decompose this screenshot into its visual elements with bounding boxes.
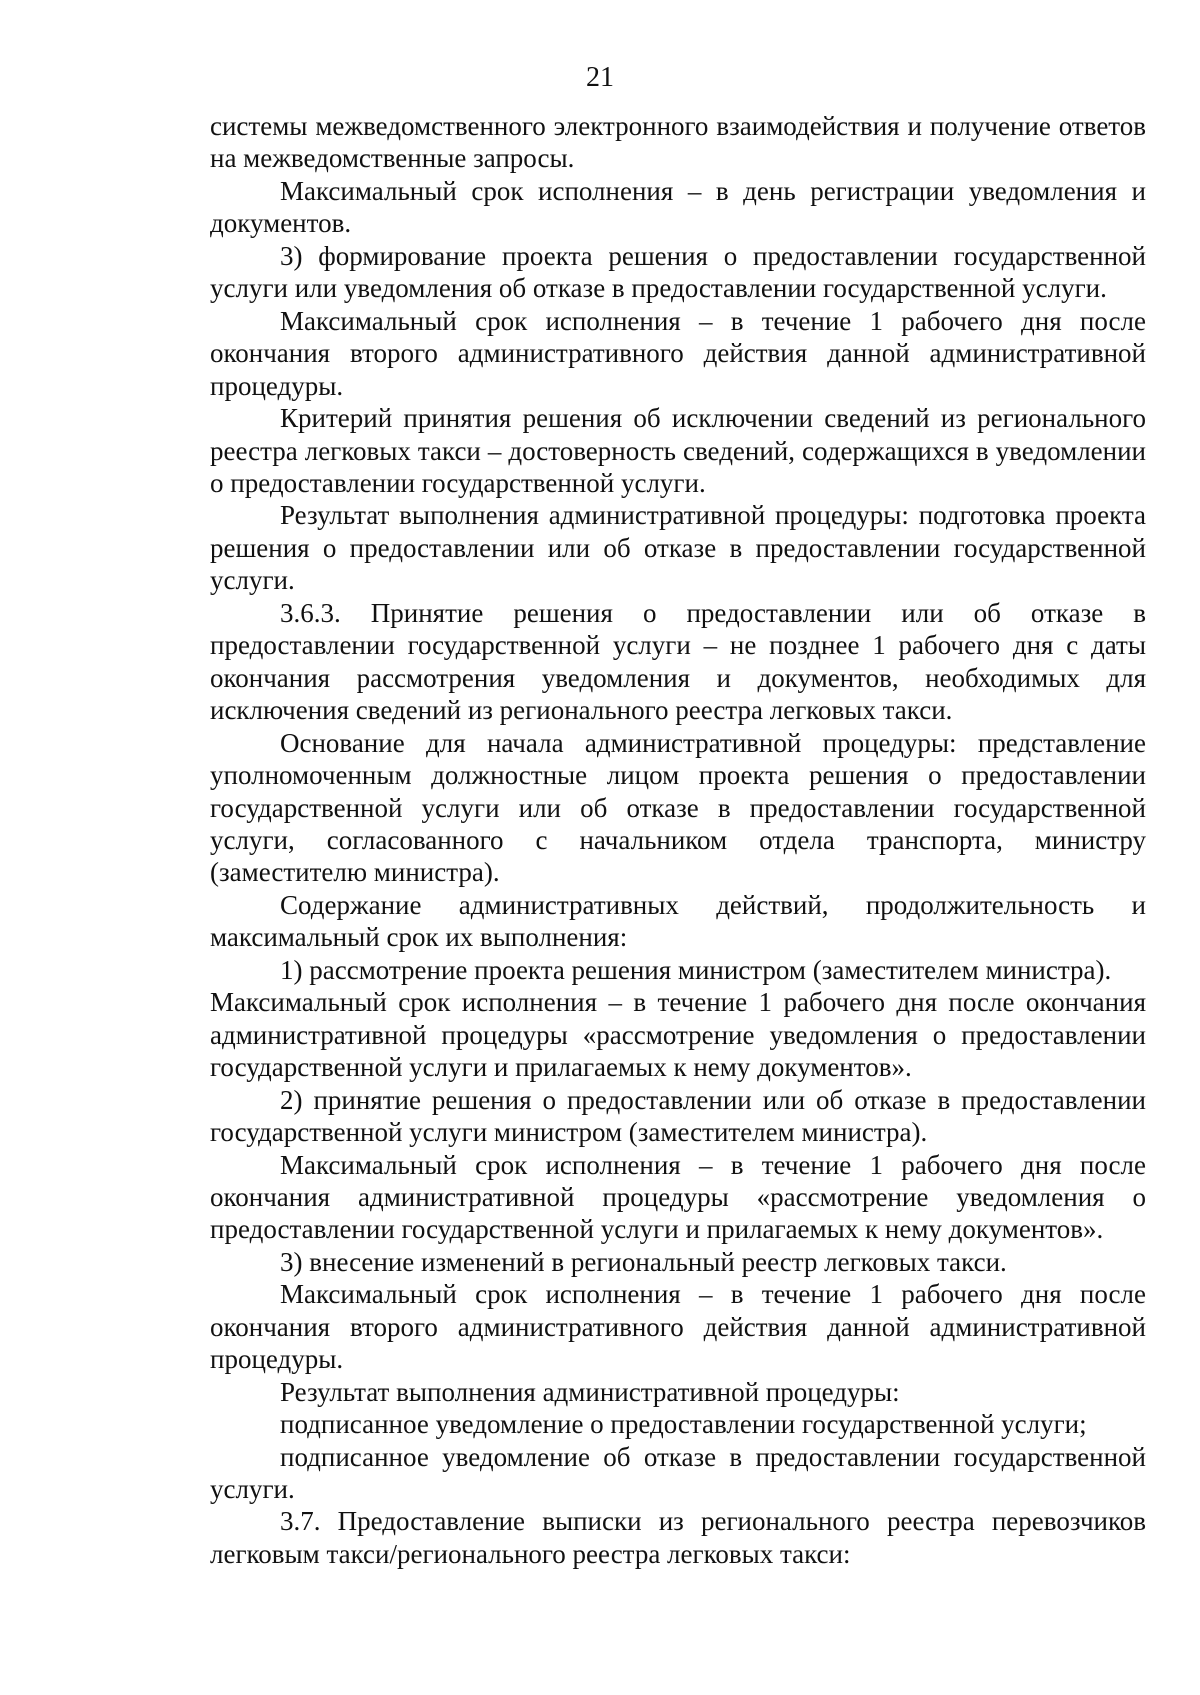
paragraph: системы межведомственного электронного взаимодействия и получение ответов на межведомственные запросы.	[210, 111, 1146, 174]
paragraph: Максимальный срок исполнения – в течение 1 рабочего дня после окончания второго административного действия данной административной процедуры.	[210, 1279, 1146, 1375]
document-body	[210, 110, 1146, 1570]
paragraph: Критерий принятия решения об исключении сведений из регионального реестра легковых такси – достоверность сведений, содержащихся в уведомлении о предоставлении государственной услуги.	[210, 403, 1146, 498]
paragraph: 3.6.3. Принятие решения о предоставлении или об отказе в предоставлении государственной услуги – не позднее 1 рабочего дня с даты окончания рассмотрения уведомления и документов, необходимых для исключения сведений из регионального реестра легковых такси.	[210, 597, 1146, 726]
paragraph: Результат выполнения административной процедуры:	[280, 1376, 900, 1407]
paragraph: 3) формирование проекта решения о предоставлении государственной услуги или уведомления об отказе в предоставлении государственной услуги.	[210, 240, 1146, 304]
paragraph: 1) рассмотрение проекта решения министром (заместителем министра).	[280, 954, 1112, 985]
paragraph: подписанное уведомление о предоставлении государственной услуги;	[280, 1409, 1087, 1440]
paragraph: 2) принятие решения о предоставлении или об отказе в предоставлении государственной услуги министром (заместителем министра).	[210, 1084, 1146, 1148]
paragraph: подписанное уведомление об отказе в предоставлении государственной услуги.	[210, 1441, 1146, 1505]
paragraph: 3) внесение изменений в региональный реестр легковых такси.	[280, 1246, 1007, 1277]
paragraph: 3.7. Предоставление выписки из регионального реестра перевозчиков легковым такси/регионального реестра легковых такси:	[210, 1506, 1146, 1569]
paragraph: Максимальный срок исполнения – в течение 1 рабочего дня после окончания административной процедуры «рассмотрение уведомления о предоставлении государственной услуги и прилагаемых к нему документов».	[210, 987, 1146, 1083]
page-number: 21	[586, 62, 614, 93]
paragraph: Результат выполнения административной процедуры: подготовка проекта решения о предоставлении или об отказе в предоставлении государственной услуги.	[210, 500, 1146, 596]
paragraph: Максимальный срок исполнения – в течение 1 рабочего дня после окончания административной процедуры «рассмотрение уведомления о предоставлении государственной услуги и прилагаемых к нему документов».	[210, 1149, 1146, 1245]
paragraph: Максимальный срок исполнения – в течение 1 рабочего дня после окончания второго административного действия данной административной процедуры.	[210, 305, 1146, 401]
paragraph: Максимальный срок исполнения – в день регистрации уведомления и документов.	[210, 175, 1146, 239]
paragraph: Основание для начала административной процедуры: представление уполномоченным должностные лицом проекта решения о предоставлении государственной услуги или об отказе в предоставлении государственной услуги, согласованного с начальником отдела транспорта, министру (заместителю министра).	[210, 727, 1146, 888]
paragraph: Содержание административных действий, продолжительность и максимальный срок их выполнения:	[210, 889, 1146, 953]
